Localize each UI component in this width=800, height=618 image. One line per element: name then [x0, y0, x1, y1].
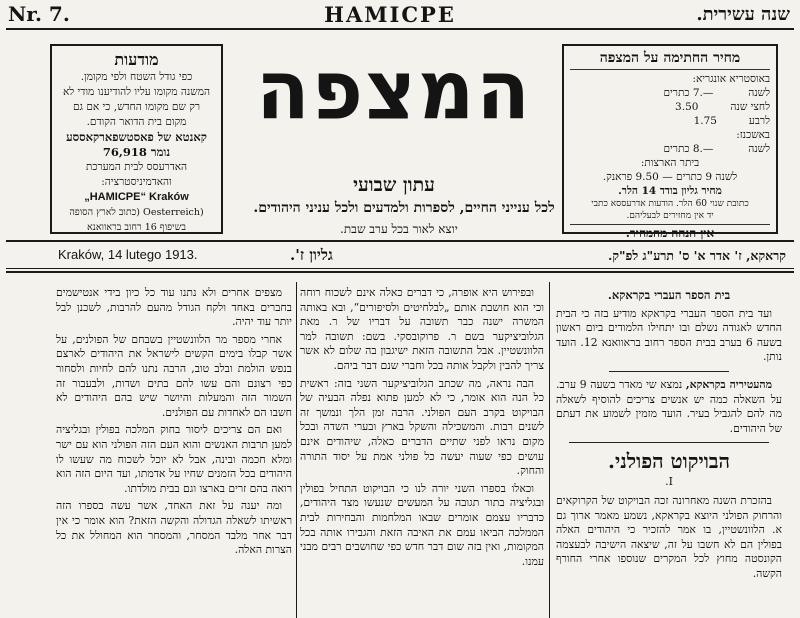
price-value: 8.— — [692, 143, 714, 155]
box-note: כתובת שנוי 60 הלר. הודעות אדרעססא כתבי — [591, 199, 749, 209]
price-value: 1.75 — [693, 115, 717, 127]
postal-account: קאנטא של פאסטשפארקאססע נומר 76,918 — [66, 130, 207, 159]
price-value: 7.— — [692, 87, 714, 99]
article-paragraph: ומה יענה על זאת האחד, אשר עשה בספרו הזה ראשיתו לשאלה הגדולה והקשה הזאת? הוא אומר כי אין דבר אחר מלבד המסחר, והמסחר הוא המחולל את כל הצרות האלה. — [56, 499, 292, 557]
box-note: יד אין מחזירים לבעליהם. — [626, 211, 714, 221]
ad-line: המשנה מקומו עליו להודיענו מודי לא — [63, 86, 210, 98]
ad-line: כפי גודל השטח ולפי מקומן. — [80, 71, 193, 83]
issue-number: Nr. 7. — [8, 2, 70, 26]
no-discount-note: אין הנחה מהמחיר. — [570, 224, 770, 241]
price-label: לשנה — [748, 143, 770, 155]
column-divider — [296, 282, 297, 618]
paragraph-text: נמצא שי מאדר בשעה 9 ערב. על השאלה כמה יש אנשים צריכים להוסיף לשאלה מה להם להגביל בעיר. הועד מזמין לשמוע את דעתם של היהודים. — [556, 377, 782, 435]
price-unit: כתרים — [663, 143, 690, 155]
boycott-part-number: I. — [665, 475, 673, 489]
dateline-date: Kraków, 14 lutego 1913. — [58, 247, 198, 262]
masthead-publication-note: יוצא לאור בכל ערב שבת. — [340, 222, 458, 236]
article-paragraph: מצפים אחרים ולא נתנו עוד כל כיון בידי אנטישמים בחברים באחד ולקח הגודל מהעם להרבות, לשכנן לבל יותר עוד יהיה. — [56, 286, 292, 329]
ad-line: רק שם מקומו החדש, כי אם גם — [72, 101, 201, 113]
address-label: האדרעסס לבית המערכת והאדמיניסטרציה: — [85, 161, 188, 188]
address-country: (Oesterreich (כתוב לארץ הסופה — [69, 207, 204, 218]
dateline-hebrew-date: קראקא, ז' אדר א' ס' תרע"ג לפ"ק. — [608, 248, 786, 263]
dateline-bottom-rule — [6, 268, 794, 269]
column-divider — [549, 282, 550, 618]
top-rule — [6, 28, 794, 30]
price-label: לחצי שנה — [730, 101, 770, 113]
advertisements-box — [50, 44, 223, 234]
ad-line: מקום בית הדואר הקודם. — [86, 116, 187, 128]
year-label: שנה עשירית. — [696, 4, 790, 25]
column-middle — [300, 286, 544, 618]
region-label: באוסטריא אונגריא: — [692, 73, 770, 85]
column-right — [556, 286, 782, 618]
price-value: 3.50 — [675, 101, 699, 113]
article-paragraph: ובפירוש היא אופרה, כי דברים כאלה אינם לשכוח רוחה וכי הוא חושבת אותם „לבלחיטים ולסיפורים“, ובא באותה המשרה ישנה כבר תשובה על דבריו של ר. מאת הגלוביציקער בשם ר. פרוקובסקי. בשם: תשובה למר הלוונשטיין. אבל התשובה הזאת ישיגבון בה שלום לא אשר צריך להבין ולקבל אותה בכל וחברי שנם דבר ביהם. — [300, 286, 544, 372]
price-row — [570, 86, 770, 100]
section-divider — [609, 371, 729, 372]
article-paragraph: וכאלו בספרו השני יורה לנו כי הבויקוט התחיל בפולין ובגליציה בתור תגובה על המעשים שנעשו מצד היהודים, כדבריו עצמם אומרים שבאו המלחמות והבחירות לבית הממלכה הביאו עמם את האיבה הזאת והגבירו אותה בכל המקומות, ואין בזה שום דבר חדש כפי שחושבים רבים מבני עמנו. — [300, 481, 544, 568]
price-label: לרבע — [748, 115, 770, 127]
subscription-box — [562, 44, 778, 240]
masthead-tagline: לכל ענייני החיים, לספרות ולמדעים ולכל עניני היהודים. — [253, 200, 555, 216]
article-paragraph — [556, 378, 782, 436]
address-name: „HAMICPE“ Kraków — [84, 191, 189, 203]
price-row — [570, 100, 770, 114]
advertisements-title: מודעות — [114, 50, 159, 69]
masthead-latin-title: HAMICPE — [324, 2, 456, 27]
price-label: לשנה — [748, 87, 770, 99]
section-divider — [569, 442, 769, 443]
masthead-hebrew-title: המצפה — [256, 43, 532, 139]
subscription-title: מחיר החתימה על המצפה — [570, 50, 770, 70]
price-unit: כתרים — [663, 87, 690, 99]
region-label: באשכנז: — [736, 129, 770, 141]
article-paragraph: ואם הם צריכים ליסור בחוק המלכה בפולין ובגליציה למען תרבות האנשים והוא העם הזה הפולני הוא עם ישר ומלא חכמה ובינה, אבל לא יוכל לשכוח מה שעשו לו היהודים בכל הזמנים שחיו על אדמתו, ועד היום הזה הוא רואה בהם זרים בארצו וגם בבית מולדתו. — [56, 423, 292, 495]
dateline-bottom-rule-2 — [6, 271, 794, 273]
article-paragraph: ועד בית הספר העברי בקראקא מודיע בזה כי הבית החדש לאגודה נשלם ובו יתחילו הלמודים ביום ראשון בשעה 6 בערב בבית הספר רחוב בראוואנא 12. הועד נותן. — [556, 306, 782, 364]
price-row — [570, 142, 770, 156]
address-street: בשיפוף 16 רחוב בראוואנא — [87, 222, 186, 233]
dateline-top-rule — [6, 240, 794, 242]
article-paragraph: בהזכרת השנה מאחרונה זכה הבויקוט של הקרוקאים והרחוק הפולני היוצא בקראקא, נשמע מאמר ארוך גם א. הלוונשטיין, בו אמר להזכיר כי היהודים האלה בפולין הם לא חשבו על זה, שיצאה הישיבה לבעצמה הקונסטה מחוץ לכל המקרים שנוספו אחרי החורף הקשה. — [556, 493, 782, 580]
article-paragraph: הבה נראה, מה שכתב הגלוביציקער השני בזה: ראשית כל הנה הוא אומר, כי לא למען פתוא נפלה הבעיה של הבויקוט בקרב העם הפולני. הרבה זמן הלך ונמשך זה לשנים רבות. והמשכילה והשקל בארץ ובערי השדה ובכל מקום נראו לפני שתיים הדברים כאלה, שיהודים אינם עושים כפי שעוה יעשה כל פולני אמת על יסוד התורה והחוק. — [300, 376, 544, 478]
article-heading: בית הספר העברי בקראקא. — [607, 288, 731, 302]
column-left — [56, 286, 292, 618]
dateline-issue: גליון ז'. — [290, 246, 333, 264]
article-paragraph: אחרי מספר מר הלוונשטיין בשבחם של הפולנים, על אשר קבלו בימים הקשים לישראל את היהודים לארצם בנפש הולמת ובלב טוב, הרבה נתנו להם לחיות ולסחור כפי רצונם והם עשו להם בתים ושדות, ולבעבור זה השמור הזה והמעלות והיושר שיש בהם היהודים לא חשבו הם לאחדות עם הפולנים. — [56, 332, 292, 419]
inline-heading: מהעטיריה בקראקא, — [685, 377, 772, 391]
masthead-subtitle: עתון שבועי — [353, 174, 435, 196]
region-label: ביתר הארצות: — [640, 157, 700, 169]
single-issue-price: מחיר גליון בודד 14 הלר. — [618, 185, 722, 197]
price-row — [570, 114, 770, 128]
price-row: לשנה 9 כתרים — 9.50 פראנק. — [602, 171, 738, 183]
boycott-heading: הבויקוט הפולני. — [608, 449, 730, 474]
